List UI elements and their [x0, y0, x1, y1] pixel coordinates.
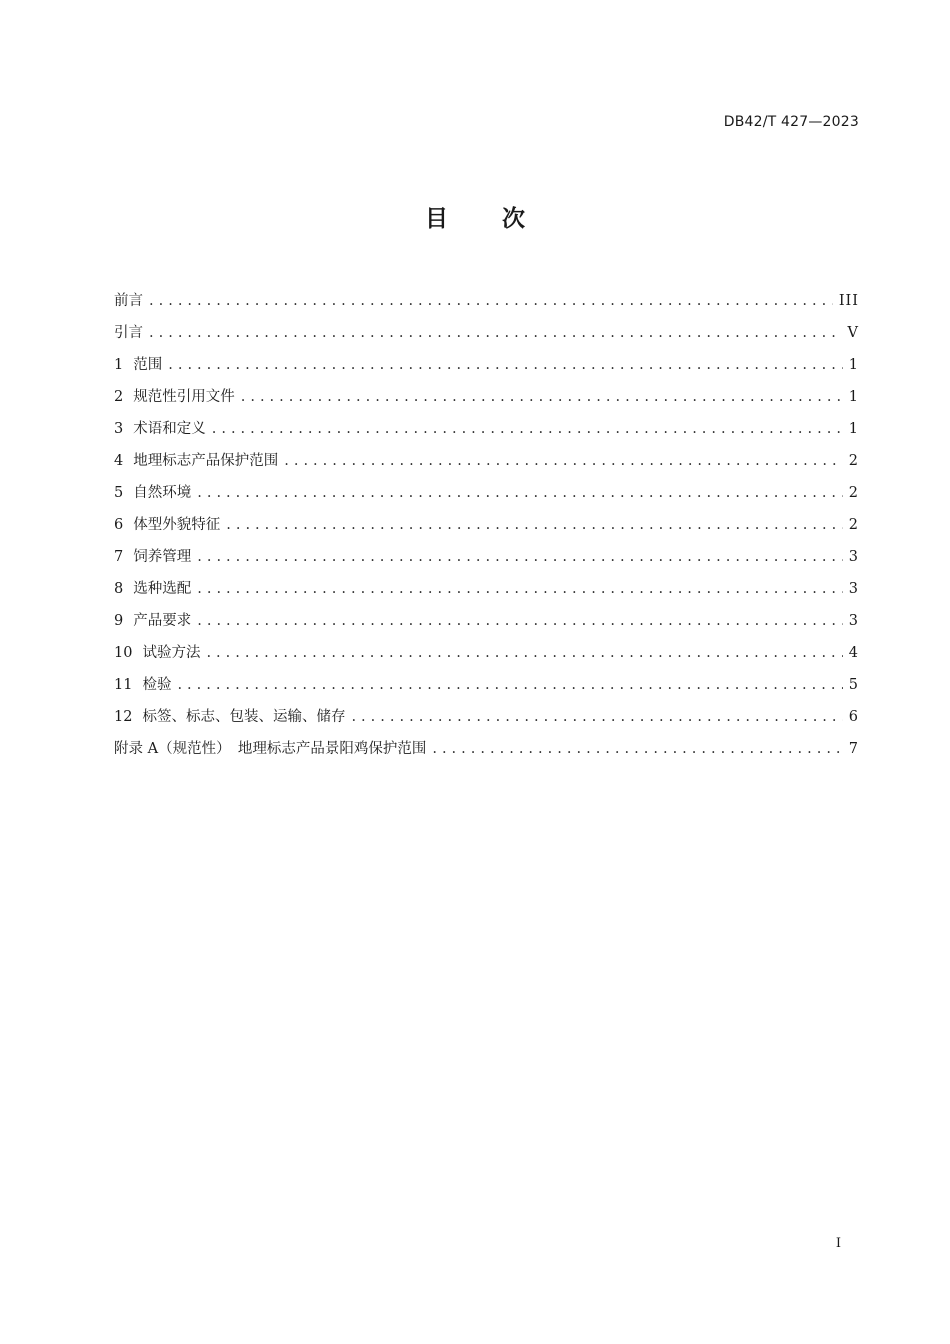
toc-entry-label: 附录 A（规范性） 地理标志产品景阳鸡保护范围: [114, 741, 427, 757]
toc-entry-number: 11: [114, 677, 133, 693]
toc-entry-page: 3: [848, 581, 859, 597]
page-title: [0, 200, 950, 233]
toc-entry-introduction[interactable]: [114, 317, 859, 349]
toc-entry-7[interactable]: [114, 541, 859, 573]
toc-entry-page: 2: [848, 453, 859, 469]
toc-entry-page: 2: [848, 485, 859, 501]
toc-entry-label: 引言: [114, 325, 143, 341]
toc-leader-dots: [197, 477, 843, 509]
toc-entry-page: 3: [848, 549, 859, 565]
toc-entry-label: 试验方法: [142, 645, 201, 661]
toc-entry-11[interactable]: [114, 669, 859, 701]
toc-leader-dots: [168, 349, 843, 381]
toc-entry-label: 规范性引用文件: [133, 389, 235, 405]
toc-leader-dots: [197, 541, 843, 573]
toc-entry-page: 1: [848, 421, 859, 437]
toc-entry-foreword[interactable]: [114, 285, 859, 317]
title-char-1: 目: [425, 206, 448, 232]
toc-entry-page: 4: [848, 645, 859, 661]
toc-leader-dots: [351, 701, 842, 733]
toc-entry-page: 5: [848, 677, 859, 693]
toc-entry-number: 5: [114, 485, 124, 501]
toc-entry-label: 地理标志产品保护范围: [133, 453, 279, 469]
toc-entry-10[interactable]: [114, 637, 859, 669]
toc-entry-page: 2: [848, 517, 859, 533]
toc-entry-label: 自然环境: [133, 485, 192, 501]
document-code: DB42/T 427—2023: [723, 114, 859, 130]
toc-entry-page: 1: [848, 357, 859, 373]
toc-entry-number: 8: [114, 581, 124, 597]
toc-entry-label: 范围: [133, 357, 163, 373]
toc-entry-label: 饲养管理: [133, 549, 192, 565]
toc-entry-number: 9: [114, 613, 124, 629]
page-number: I: [835, 1236, 841, 1251]
toc-entry-number: 2: [114, 389, 124, 405]
toc-leader-dots: [241, 381, 843, 413]
toc-entry-label: 术语和定义: [133, 421, 206, 437]
toc-leader-dots: [149, 317, 842, 349]
toc-entry-page: 6: [848, 709, 859, 725]
toc-leader-dots: [206, 637, 842, 669]
toc-leader-dots: [226, 509, 843, 541]
toc-entry-2[interactable]: [114, 381, 859, 413]
toc-entry-number: 6: [114, 517, 124, 533]
toc-entry-page: 7: [848, 741, 859, 757]
toc-leader-dots: [212, 413, 843, 445]
toc-entry-appendix-a[interactable]: [114, 733, 859, 765]
toc-entry-number: 12: [114, 709, 133, 725]
toc-entry-page: 1: [848, 389, 859, 405]
toc-entry-number: 7: [114, 549, 124, 565]
toc-entry-4[interactable]: [114, 445, 859, 477]
toc-leader-dots: [432, 733, 842, 765]
toc-entry-8[interactable]: [114, 573, 859, 605]
toc-entry-9[interactable]: [114, 605, 859, 637]
toc-entry-number: 1: [114, 357, 124, 373]
toc-entry-6[interactable]: [114, 509, 859, 541]
toc-leader-dots: [149, 285, 833, 317]
toc-entry-label: 前言: [114, 293, 143, 309]
toc-entry-label: 选种选配: [133, 581, 192, 597]
toc-entry-page: 3: [848, 613, 859, 629]
toc-entry-label: 体型外貌特征: [133, 517, 221, 533]
table-of-contents: [114, 285, 859, 765]
toc-entry-5[interactable]: [114, 477, 859, 509]
toc-entry-label: 检验: [142, 677, 172, 693]
toc-entry-page: V: [847, 325, 859, 341]
toc-entry-1[interactable]: [114, 349, 859, 381]
toc-entry-12[interactable]: [114, 701, 859, 733]
title-char-2: 次: [502, 206, 525, 232]
toc-leader-dots: [177, 669, 842, 701]
toc-entry-label: 标签、标志、包装、运输、储存: [142, 709, 346, 725]
toc-entry-number: 10: [114, 645, 133, 661]
toc-entry-page: III: [838, 293, 859, 309]
toc-entry-number: 4: [114, 453, 124, 469]
toc-entry-3[interactable]: [114, 413, 859, 445]
toc-leader-dots: [197, 605, 843, 637]
toc-entry-label: 产品要求: [133, 613, 192, 629]
toc-leader-dots: [197, 573, 843, 605]
toc-leader-dots: [284, 445, 843, 477]
toc-entry-number: 3: [114, 421, 124, 437]
